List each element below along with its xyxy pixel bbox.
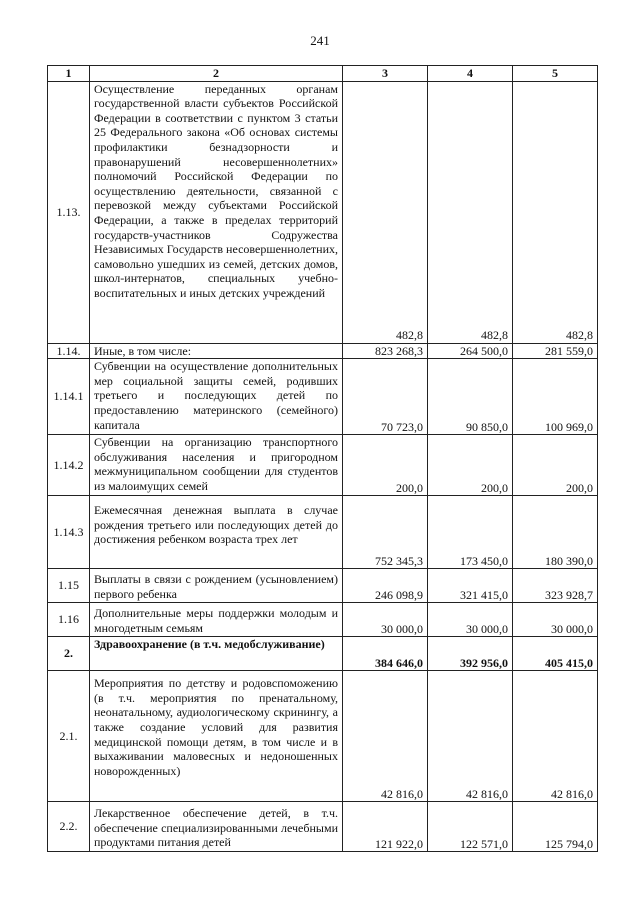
value-col5: 180 390,0	[513, 496, 598, 569]
table-row	[48, 81, 598, 343]
row-number: 1.13.	[48, 81, 90, 343]
value-col5: 100 969,0	[513, 359, 598, 435]
column-header: 4	[428, 66, 513, 82]
value-col4: 200,0	[428, 435, 513, 496]
column-header: 5	[513, 66, 598, 82]
value-col5: 42 816,0	[513, 671, 598, 802]
value-col3: 121 922,0	[343, 802, 428, 852]
row-number: 1.14.	[48, 343, 90, 359]
table-row	[48, 802, 598, 852]
row-description: Субвенции на осуществление дополнительных мер социальной защиты семей, родивших третьего и последующих детей по предоставлению материнского (семейного) капитала	[90, 359, 343, 435]
table-row	[48, 637, 598, 671]
value-col3: 30 000,0	[343, 603, 428, 637]
value-col5: 482,8	[513, 81, 598, 343]
value-col4: 30 000,0	[428, 603, 513, 637]
row-description: Субвенции на организацию транспортного обслуживания населения и пригородном межмуниципальном сообщении для студентов из малоимущих семей	[90, 435, 343, 496]
row-number: 2.1.	[48, 671, 90, 802]
value-col4: 321 415,0	[428, 569, 513, 603]
column-header: 3	[343, 66, 428, 82]
page-number: 241	[310, 33, 330, 48]
value-col3: 200,0	[343, 435, 428, 496]
value-col3: 42 816,0	[343, 671, 428, 802]
table-row	[48, 435, 598, 496]
value-col4: 392 956,0	[428, 637, 513, 671]
value-col4: 90 850,0	[428, 359, 513, 435]
table-row	[48, 359, 598, 435]
row-description: Дополнительные меры поддержки молодым и многодетным семьям	[90, 603, 343, 637]
value-col3: 384 646,0	[343, 637, 428, 671]
table-header-row	[48, 66, 598, 82]
value-col4: 173 450,0	[428, 496, 513, 569]
column-header: 2	[90, 66, 343, 82]
row-number: 1.15	[48, 569, 90, 603]
row-description: Осуществление переданных органам государственной власти субъектов Российской Федерации в соответствии с пунктом 3 статьи 25 Федерального закона «Об основах системы профилактики безнадзорности и правонарушений несовершеннолетних» полномочий Российской Федерации по осуществлению деятельности, связанной с перевозкой между субъектами Российской Федерации, а также в пределах территорий государств-участников Содружества Независимых Государств несовершеннолетних, самовольно ушедших из семей, детских домов, школ-интернатов, специальных учебно-воспитательных и иных детских учреждений	[90, 81, 343, 343]
value-col5: 281 559,0	[513, 343, 598, 359]
value-col5: 323 928,7	[513, 569, 598, 603]
row-description: Выплаты в связи с рождением (усыновлением) первого ребенка	[90, 569, 343, 603]
value-col3: 482,8	[343, 81, 428, 343]
row-number: 1.14.1	[48, 359, 90, 435]
value-col4: 122 571,0	[428, 802, 513, 852]
table-row	[48, 671, 598, 802]
row-number: 2.	[48, 637, 90, 671]
table-row	[48, 496, 598, 569]
value-col5: 405 415,0	[513, 637, 598, 671]
value-col3: 70 723,0	[343, 359, 428, 435]
table-row	[48, 603, 598, 637]
row-number: 1.14.3	[48, 496, 90, 569]
value-col3: 752 345,3	[343, 496, 428, 569]
row-description: Мероприятия по детству и родовспоможению (в т.ч. мероприятия по пренатальному, неонатальному, аудиологическому скринингу, а также создание условий для развития медицинской помощи детям, в том числе и в выхаживании маловесных и недоношенных новорожденных)	[90, 671, 343, 802]
row-description: Иные, в том числе:	[90, 343, 343, 359]
row-description: Лекарственное обеспечение детей, в т.ч. обеспечение специализированными лечебными продуктами питания детей	[90, 802, 343, 852]
table-row	[48, 343, 598, 359]
value-col4: 42 816,0	[428, 671, 513, 802]
value-col5: 200,0	[513, 435, 598, 496]
value-col3: 823 268,3	[343, 343, 428, 359]
row-number: 2.2.	[48, 802, 90, 852]
budget-table	[47, 65, 598, 852]
value-col3: 246 098,9	[343, 569, 428, 603]
value-col5: 125 794,0	[513, 802, 598, 852]
value-col4: 264 500,0	[428, 343, 513, 359]
row-description: Здравоохранение (в т.ч. медобслуживание)	[90, 637, 343, 671]
value-col4: 482,8	[428, 81, 513, 343]
column-header: 1	[48, 66, 90, 82]
row-number: 1.14.2	[48, 435, 90, 496]
row-number: 1.16	[48, 603, 90, 637]
row-description: Ежемесячная денежная выплата в случае рождения третьего или последующих детей до достижения ребенком возраста трех лет	[90, 496, 343, 569]
table-row	[48, 569, 598, 603]
value-col5: 30 000,0	[513, 603, 598, 637]
